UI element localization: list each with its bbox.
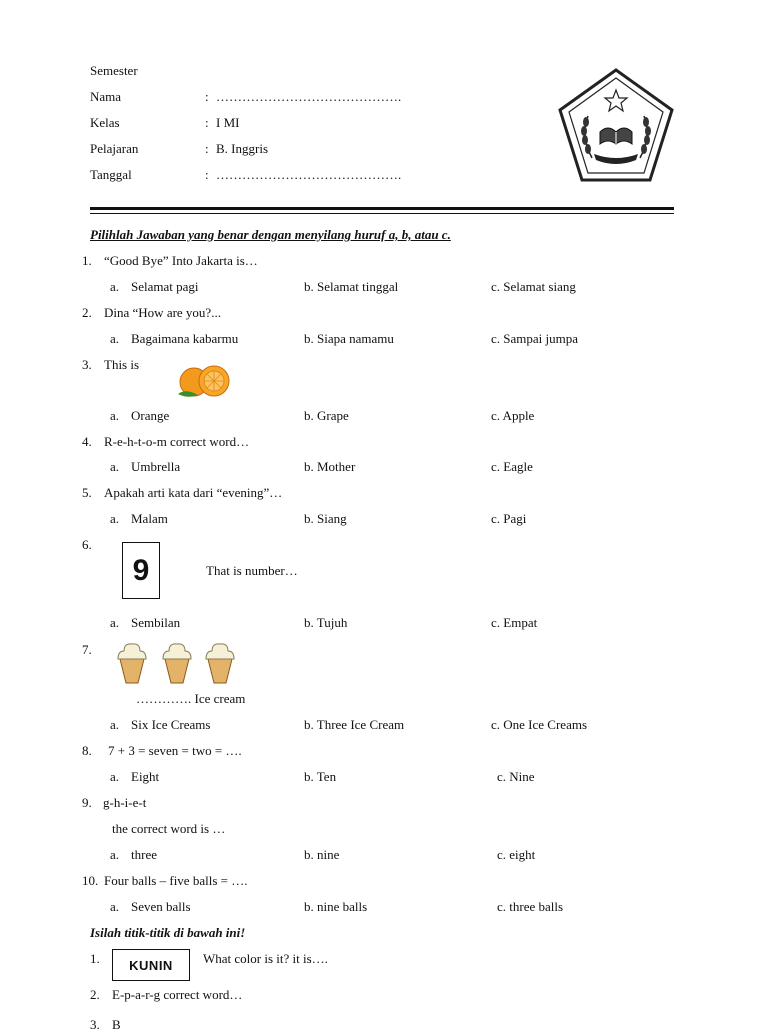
- q5-text: Apakah arti kata dari “evening”…: [104, 485, 283, 500]
- fill3-text: B: [112, 1017, 121, 1032]
- q6-option-c[interactable]: c. Empat: [491, 615, 538, 630]
- q1-option-a-letter[interactable]: a.: [110, 279, 120, 294]
- fill1-word-box: KUNIN: [112, 949, 190, 981]
- q6-option-a-letter[interactable]: a.: [110, 615, 120, 630]
- section1-instruction: Pilihlah Jawaban yang benar dengan menyilang huruf a, b, atau c.: [90, 227, 451, 242]
- q3-option-a[interactable]: Orange: [131, 408, 170, 423]
- q8-text: 7 + 3 = seven = two = ….: [108, 743, 242, 758]
- q1-option-a[interactable]: Selamat pagi: [131, 279, 199, 294]
- q7-option-a[interactable]: Six Ice Creams: [131, 717, 211, 732]
- value-tanggal: …………………………………….: [216, 167, 402, 182]
- label-nama: Nama: [90, 89, 122, 104]
- fill2-text: E-p-a-r-g correct word…: [112, 987, 243, 1002]
- q10-option-a-letter[interactable]: a.: [110, 899, 120, 914]
- q10-number: 10.: [82, 873, 99, 888]
- q5-option-a[interactable]: Malam: [131, 511, 168, 526]
- q4-text: R-e-h-t-o-m correct word…: [104, 434, 250, 449]
- q9-text: g-h-i-e-t: [103, 795, 147, 810]
- q7-number: 7.: [82, 642, 92, 657]
- q9-option-c[interactable]: c. eight: [497, 847, 536, 862]
- q3-option-c[interactable]: c. Apple: [491, 408, 535, 423]
- q9-option-b[interactable]: b. nine: [304, 847, 340, 862]
- q5-option-b[interactable]: b. Siang: [304, 511, 347, 526]
- ice-cream-images: [114, 639, 240, 685]
- q7-option-c[interactable]: c. One Ice Creams: [491, 717, 588, 732]
- q6-option-b[interactable]: b. Tujuh: [304, 615, 348, 630]
- q7-option-b[interactable]: b. Three Ice Cream: [304, 717, 405, 732]
- q6-option-a[interactable]: Sembilan: [131, 615, 181, 630]
- q3-text: This is: [104, 357, 140, 372]
- q8-option-c[interactable]: c. Nine: [497, 769, 535, 784]
- q1-option-b[interactable]: b. Selamat tinggal: [304, 279, 399, 294]
- q10-option-a[interactable]: Seven balls: [131, 899, 191, 914]
- school-emblem-logo: [556, 66, 676, 186]
- q2-option-a-letter[interactable]: a.: [110, 331, 120, 346]
- fill2-number: 2.: [90, 987, 100, 1002]
- label-semester: Semester: [90, 63, 138, 78]
- q3-option-b[interactable]: b. Grape: [304, 408, 349, 423]
- q2-text: Dina “How are you?...: [104, 305, 221, 320]
- sep-nama: :: [205, 89, 209, 104]
- q9-option-a[interactable]: three: [131, 847, 157, 862]
- q9-text-line2: the correct word is …: [112, 821, 226, 836]
- q2-option-a[interactable]: Bagaimana kabarmu: [131, 331, 239, 346]
- q8-option-a-letter[interactable]: a.: [110, 769, 120, 784]
- q7-option-a-letter[interactable]: a.: [110, 717, 120, 732]
- q7-text: …………. Ice cream: [136, 691, 246, 706]
- q4-number: 4.: [82, 434, 92, 449]
- q3-option-a-letter[interactable]: a.: [110, 408, 120, 423]
- q4-option-a-letter[interactable]: a.: [110, 459, 120, 474]
- q5-option-c[interactable]: c. Pagi: [491, 511, 527, 526]
- q10-option-b[interactable]: b. nine balls: [304, 899, 368, 914]
- q2-number: 2.: [82, 305, 92, 320]
- q6-number-box: 9: [122, 542, 160, 599]
- q10-text: Four balls – five balls = ….: [104, 873, 248, 888]
- fill1-number: 1.: [90, 951, 100, 966]
- fill1-text: What color is it? it is….: [203, 951, 328, 966]
- q1-text: “Good Bye” Into Jakarta is…: [104, 253, 258, 268]
- label-pelajaran: Pelajaran: [90, 141, 139, 156]
- q4-option-c[interactable]: c. Eagle: [491, 459, 533, 474]
- orange-fruit-image: [172, 362, 236, 400]
- label-tanggal: Tanggal: [90, 167, 132, 182]
- fill3-number: 3.: [90, 1017, 100, 1032]
- q9-number: 9.: [82, 795, 92, 810]
- q1-number: 1.: [82, 253, 92, 268]
- q10-option-c[interactable]: c. three balls: [497, 899, 564, 914]
- q5-number: 5.: [82, 485, 92, 500]
- q8-number: 8.: [82, 743, 92, 758]
- q5-option-a-letter[interactable]: a.: [110, 511, 120, 526]
- sep-kelas: :: [205, 115, 209, 130]
- sep-pelajaran: :: [205, 141, 209, 156]
- q6-number: 6.: [82, 537, 92, 552]
- header-rule-thin: [90, 213, 674, 214]
- value-nama: …………………………………….: [216, 89, 402, 104]
- value-pelajaran: B. Inggris: [216, 141, 268, 156]
- q1-option-c[interactable]: c. Selamat siang: [491, 279, 576, 294]
- q2-option-c[interactable]: c. Sampai jumpa: [491, 331, 579, 346]
- value-kelas: I MI: [216, 115, 240, 130]
- q2-option-b[interactable]: b. Siapa namamu: [304, 331, 394, 346]
- sep-tanggal: :: [205, 167, 209, 182]
- q6-text: That is number…: [206, 563, 298, 578]
- q4-option-b[interactable]: b. Mother: [304, 459, 356, 474]
- q9-option-a-letter[interactable]: a.: [110, 847, 120, 862]
- q3-number: 3.: [82, 357, 92, 372]
- section2-instruction: Isilah titik-titik di bawah ini!: [90, 925, 246, 940]
- label-kelas: Kelas: [90, 115, 120, 130]
- q4-option-a[interactable]: Umbrella: [131, 459, 181, 474]
- header-rule-thick: [90, 207, 674, 210]
- q8-option-b[interactable]: b. Ten: [304, 769, 337, 784]
- q8-option-a[interactable]: Eight: [131, 769, 160, 784]
